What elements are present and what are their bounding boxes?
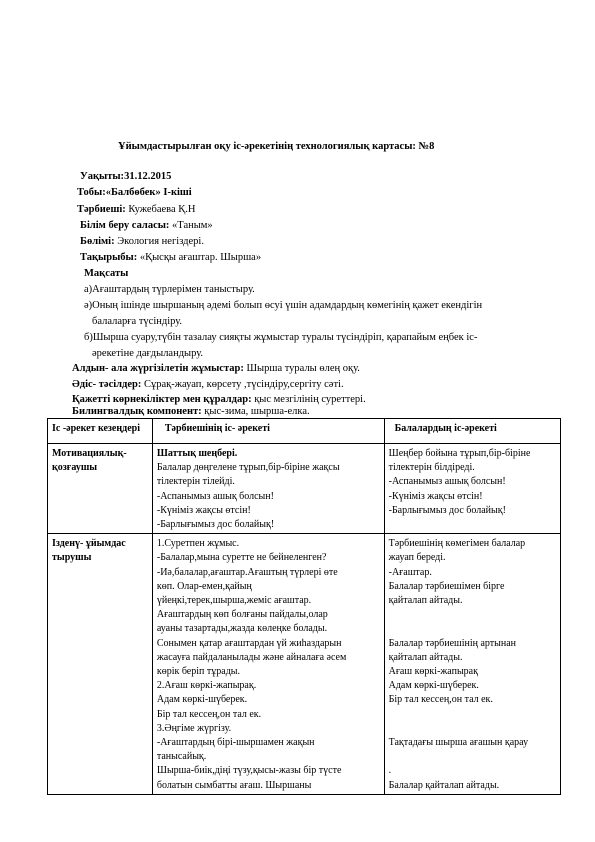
teacher-line: Бір тал кессең,он тал ек. bbox=[156, 708, 262, 720]
teacher-label: Тәрбиеші: bbox=[77, 204, 126, 215]
stage-line: тырушы bbox=[52, 552, 92, 564]
area-line bbox=[80, 219, 213, 232]
section-value: Экология негіздері. bbox=[114, 236, 204, 247]
date-line bbox=[80, 170, 171, 183]
spacer bbox=[389, 722, 556, 736]
children-line: тілектерін білдіреді. bbox=[388, 462, 475, 474]
goal-b-line1: ә)Оның ішінде шыршаның әдемі болып өсуі үшін адамдардың көмегінің қажет екендігін bbox=[84, 300, 483, 311]
topic-label: Тақырыбы: bbox=[80, 252, 138, 263]
teacher-line: -Күніміз жақсы өтсін! bbox=[156, 504, 251, 516]
teacher-line: -Аспанымыз ашық болсын! bbox=[156, 490, 274, 502]
stage-line: қозғаушы bbox=[52, 462, 98, 474]
goal-c-line1: б)Шырша суару,түбін тазалау сияқты жұмыстар туралы түсіндіріп, қарапайым еңбек іс- bbox=[84, 332, 478, 343]
children-line: -Барлығымыз дос болайық! bbox=[388, 504, 506, 516]
teacher-line: жасауға пайдаланылады және айналаға әсем bbox=[156, 651, 347, 663]
stage-cell bbox=[48, 534, 153, 795]
bilingual-value: қыс-зима, шырша-елка. bbox=[201, 406, 310, 417]
children-cell bbox=[384, 534, 560, 795]
bilingual-line bbox=[72, 405, 310, 418]
spacer bbox=[389, 622, 556, 636]
teacher-line bbox=[77, 203, 195, 216]
children-line: . bbox=[388, 765, 392, 777]
stage-line: Мотивациялық- bbox=[52, 448, 127, 459]
teacher-line: -Иә,балалар,ағаштар.Ағаштың түрлері өте bbox=[156, 566, 338, 578]
teacher-line: Шырша-биік,діңі түзу,қысы-жазы бір түсте bbox=[156, 765, 342, 777]
section-label: Бөлімі: bbox=[80, 236, 115, 247]
children-line: Балалар тәрбиешімен бірге bbox=[388, 580, 505, 592]
teacher-cell bbox=[152, 534, 384, 795]
table-row bbox=[48, 444, 561, 534]
teacher-line: Сонымен қатар ағаштардан үй жиһаздарын bbox=[156, 637, 342, 649]
methods-value: Сұрақ-жауап, көрсету ,түсіндіру,сергіту сәті. bbox=[141, 379, 344, 390]
children-line: -Аспанымыз ашық болсын! bbox=[388, 476, 506, 488]
spacer bbox=[389, 750, 556, 764]
children-cell bbox=[384, 444, 560, 534]
teacher-line: Балалар дөңгелене тұрып,бір-біріне жақсы bbox=[156, 462, 340, 474]
goal-b-line2: балаларға түсіндіру. bbox=[92, 316, 183, 327]
section-line bbox=[80, 235, 204, 248]
goal-c-line2: әрекетіне дағдыландыру. bbox=[92, 348, 204, 359]
teacher-line: -Балалар,мына суретте не бейнеленген? bbox=[156, 552, 327, 564]
teacher-value: Кужебаева Қ.Н bbox=[125, 204, 196, 215]
prework-value: Шырша туралы өлең оқу. bbox=[243, 363, 360, 374]
children-line: Балалар тәрбиешінің артынан bbox=[388, 637, 517, 649]
teacher-line: Адам көркі-шүберек. bbox=[156, 694, 248, 706]
spacer bbox=[389, 708, 556, 722]
document-title: Ұйымдастырылған оқу іс-әрекетінің технологиялық картасы: №8 bbox=[118, 141, 435, 152]
date-label: Уақыты: bbox=[80, 171, 125, 182]
area-label: Білім беру саласы: bbox=[80, 220, 170, 231]
teacher-line: -Барлығымыз дос болайық! bbox=[156, 519, 275, 531]
children-line: Тақтадағы шырша ағашын қарау bbox=[388, 737, 529, 748]
materials-label: Қажетті көрнекіліктер мен құралдар: bbox=[72, 394, 252, 405]
group-value: «Балбөбек» І-кіші bbox=[105, 187, 192, 198]
topic-value: «Қысқы ағаштар. Шырша» bbox=[137, 252, 262, 263]
teacher-line: Ағаштардың көп болғаны пайдалы,олар bbox=[156, 609, 328, 621]
teacher-line: Шаттық шеңбері. bbox=[156, 448, 238, 459]
teacher-line: 2.Ағаш көркі-жапырақ. bbox=[156, 680, 257, 692]
teacher-line: үйеңкі,терек,шырша,жеміс ағаштар. bbox=[156, 595, 312, 607]
topic-line bbox=[80, 251, 261, 264]
teacher-line: тілектерін тілейді. bbox=[156, 476, 235, 488]
goals-label: Мақсаты bbox=[84, 268, 129, 279]
date-value: 31.12.2015 bbox=[124, 171, 172, 182]
children-line: Бір тал кессең,он тал ек. bbox=[388, 694, 493, 706]
children-line: Балалар қайталап айтады. bbox=[388, 779, 500, 791]
children-line: Ағаш көркі-жапырақ bbox=[388, 666, 478, 678]
children-line: қайталап айтады. bbox=[388, 651, 463, 663]
area-value: «Таным» bbox=[169, 220, 213, 231]
teacher-line: ауаны тазартады,жазда көлеңке болады. bbox=[156, 623, 328, 635]
group-label: Тобы: bbox=[77, 187, 106, 198]
children-line: қайталап айтады. bbox=[388, 595, 463, 607]
prework-line bbox=[72, 362, 360, 375]
spacer bbox=[389, 608, 556, 622]
teacher-line: 3.Әңгіме жүргізу. bbox=[156, 722, 232, 734]
teacher-line: көрік беріп тұрады. bbox=[156, 666, 240, 678]
children-line: Тәрбиешінің көмегімен балалар bbox=[388, 538, 526, 550]
children-line: Адам көркі-шүберек. bbox=[388, 680, 479, 692]
table-row bbox=[48, 534, 561, 795]
teacher-line: -Ағаштардың бірі-шыршамен жақын bbox=[156, 737, 315, 749]
children-line: Шеңбер бойына тұрып,бір-біріне bbox=[388, 448, 531, 459]
goal-a: а)Ағаштардың түрлерімен таныстыру. bbox=[84, 284, 255, 295]
teacher-line: болатын сымбатты ағаш. Шыршаны bbox=[156, 779, 312, 791]
header-children-actions: Балалардың іс-әрекеті bbox=[384, 419, 560, 444]
stage-line: Ізденү- ұйымдас bbox=[52, 538, 126, 550]
children-line: -Күніміз жақсы өтсін! bbox=[388, 490, 483, 502]
methods-label: Әдіс- тәсілдер: bbox=[72, 379, 142, 390]
prework-label: Алдын- ала жүргізілетін жұмыстар: bbox=[72, 363, 244, 374]
teacher-line: көп. Олар-емен,қайың bbox=[156, 580, 252, 592]
group-line bbox=[77, 186, 192, 199]
header-teacher-actions: Тәрбиешінің іс- әрекеті bbox=[152, 419, 384, 444]
teacher-line: танысайық. bbox=[156, 751, 207, 763]
children-line: жауап береді. bbox=[388, 552, 446, 564]
children-line: -Ағаштар. bbox=[388, 566, 432, 578]
materials-value: қыс мезгілінің суреттері. bbox=[251, 394, 366, 405]
teacher-line: 1.Суретпен жұмыс. bbox=[156, 538, 240, 550]
header-stages: Іс -әрекет кезеңдері bbox=[48, 419, 153, 444]
methods-line bbox=[72, 378, 344, 391]
bilingual-label: Билингвалдық компонент: bbox=[72, 406, 202, 417]
table-header-row bbox=[48, 419, 561, 444]
teacher-cell bbox=[152, 444, 384, 534]
lesson-table bbox=[47, 418, 561, 795]
stage-cell bbox=[48, 444, 153, 534]
